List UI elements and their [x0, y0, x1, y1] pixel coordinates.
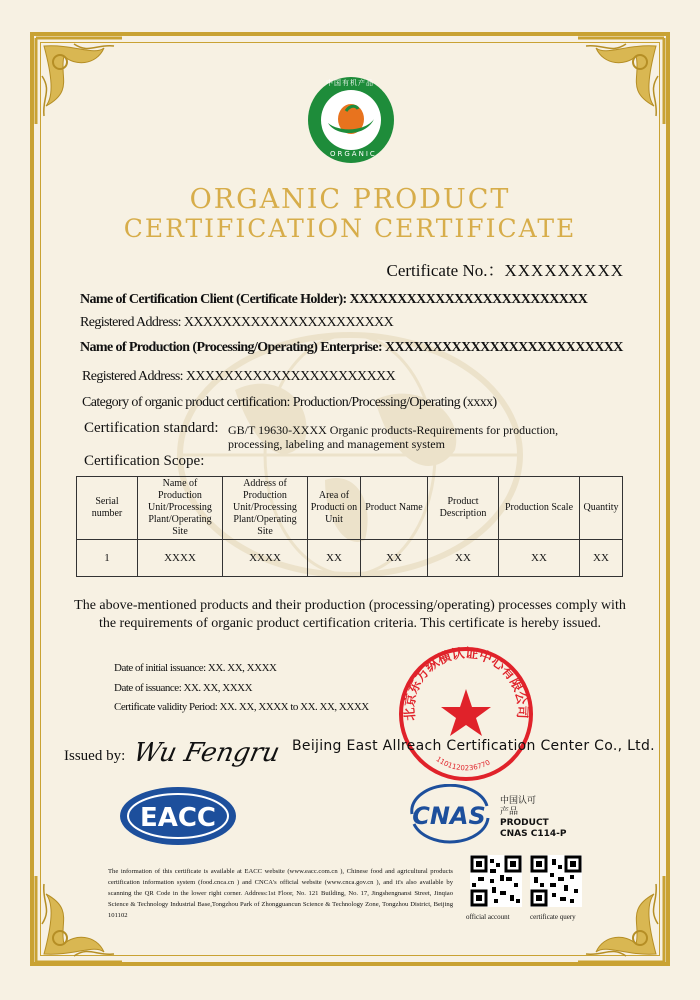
- table-header-cell: Product Description: [428, 477, 499, 540]
- table-cell: XX: [308, 540, 361, 577]
- qr-code-icon[interactable]: [470, 855, 522, 907]
- table-header-cell: Production Scale: [499, 477, 580, 540]
- client-name-value: XXXXXXXXXXXXXXXXXXXXXXXXX: [349, 292, 588, 307]
- signature: Wu Fengru: [130, 738, 283, 768]
- client-address: [80, 315, 393, 331]
- table-cell: 1: [77, 540, 138, 577]
- initial-issuance-date: Date of initial issuance: XX. XX, XXXX: [114, 662, 277, 674]
- eacc-logo-icon: [118, 785, 238, 847]
- table-header-cell: Area of Producti on Unit: [308, 477, 361, 540]
- corner-ornament-icon: [576, 36, 666, 126]
- table-cell: XXXX: [223, 540, 308, 577]
- cnas-accreditation-text: [500, 796, 566, 840]
- table-header-cell: Name of Production Unit/Processing Plant/Operating Site: [138, 477, 223, 540]
- cnas-line3: PRODUCT: [500, 818, 549, 828]
- certificate-number-value: XXXXXXXXX: [504, 261, 624, 280]
- eacc-logo-text: EACC: [139, 803, 217, 833]
- certificate-info-text: The information of this certificate is available at EACC website (www.eacc.com.cn ), Chinese food and agricultural products certification information system (food.cnca.cn ) and CNCA's official website (www.cnca.gov.cn ), and it's also available by scanning the QR Code in the lower right corner. Address:1st Floor, No. 121 Building, No. 17, Jingshengnansi Street, Jinqiao Science & Technology Industrial Base,Tongzhou Park of Zhongguancun Science & Technology Zone, Tongzhou District, Beijing 101102: [108, 868, 453, 919]
- issuer-name: Beijing East Allreach Certification Center Co., Ltd.: [292, 738, 655, 754]
- enterprise-address-value: XXXXXXXXXXXXXXXXXXXXXX: [185, 369, 396, 384]
- client-address-label: Registered Address:: [80, 315, 184, 330]
- enterprise-address: [82, 369, 395, 385]
- corner-ornament-icon: [576, 874, 666, 964]
- table-header-cell: Product Name: [361, 477, 428, 540]
- qr-code-icon[interactable]: [530, 855, 582, 907]
- client-address-value: XXXXXXXXXXXXXXXXXXXXXX: [183, 315, 394, 330]
- table-header-row: [77, 477, 623, 540]
- corner-ornament-icon: [34, 36, 124, 126]
- cnas-line2: 产品: [500, 807, 519, 817]
- client-name-label: Name of Certification Client (Certificate Holder):: [80, 292, 350, 307]
- certification-scope-table: [76, 476, 623, 577]
- table-cell: XX: [580, 540, 623, 577]
- table-header-cell: Address of Production Unit/Processing Plant/Operating Site: [223, 477, 308, 540]
- svg-text:1101120236770: [435, 755, 492, 772]
- seal-text: 北京东方纵横认证中心有限公司: [402, 646, 530, 722]
- seal-code: 1101120236770: [434, 755, 492, 773]
- enterprise-name-label: Name of Production (Processing/Operating) Enterprise:: [80, 340, 385, 355]
- certificate-number-label: Certificate No.：: [386, 261, 505, 280]
- enterprise-address-label: Registered Address:: [82, 369, 186, 384]
- certification-scope-label: Certification Scope:: [84, 453, 205, 469]
- certificate-title-line2: CERTIFICATION CERTIFICATE: [123, 214, 577, 243]
- cnas-logo-text: CNAS: [412, 802, 486, 830]
- certificate-number: [386, 256, 624, 281]
- table-cell: XXXX: [138, 540, 223, 577]
- validity-period: Certificate validity Period: XX. XX, XXXX to XX. XX, XXXX: [114, 701, 369, 713]
- enterprise-name-value: XXXXXXXXXXXXXXXXXXXXXXXXX: [384, 340, 623, 355]
- certification-standard-value: GB/T 19630-XXXX Organic products-Requirements for production, processing, labeling and management system: [228, 423, 559, 451]
- certification-category: [82, 395, 497, 411]
- table-cell: XX: [361, 540, 428, 577]
- issuance-date: Date of issuance: XX. XX, XXXX: [114, 682, 253, 694]
- cnas-line4: CNAS C114-P: [500, 829, 567, 839]
- certificate-title-line1: ORGANIC PRODUCT: [189, 184, 511, 215]
- cnas-line1: 中国认可: [500, 796, 537, 806]
- certification-category-value: Production/Processing/Operating (xxxx): [292, 395, 497, 410]
- organic-logo-text: 中国有机产品: [326, 79, 374, 87]
- cnas-logo-icon: [402, 784, 497, 844]
- certification-category-label: Category of organic product certification:: [82, 395, 293, 410]
- issued-by-label: Issued by:: [64, 748, 126, 764]
- certification-standard-label: Certification standard:: [84, 420, 219, 436]
- table-header-cell: Quantity: [580, 477, 623, 540]
- table-row: [77, 540, 623, 577]
- official-seal-icon: [396, 644, 536, 784]
- organic-logo-subtext: ORGANIC: [330, 150, 377, 158]
- enterprise-name: [80, 340, 623, 356]
- qr-label-official-account: official account: [466, 913, 510, 921]
- table-cell: XX: [499, 540, 580, 577]
- table-header-cell: Serial number: [77, 477, 138, 540]
- compliance-statement: The above-mentioned products and their production (processing/operating) processes comply with the requirements of organic product certification criteria. This certificate is hereby issued.: [74, 598, 626, 631]
- qr-label-certificate-query: certificate query: [530, 913, 576, 921]
- table-cell: XX: [428, 540, 499, 577]
- client-name: [80, 292, 587, 308]
